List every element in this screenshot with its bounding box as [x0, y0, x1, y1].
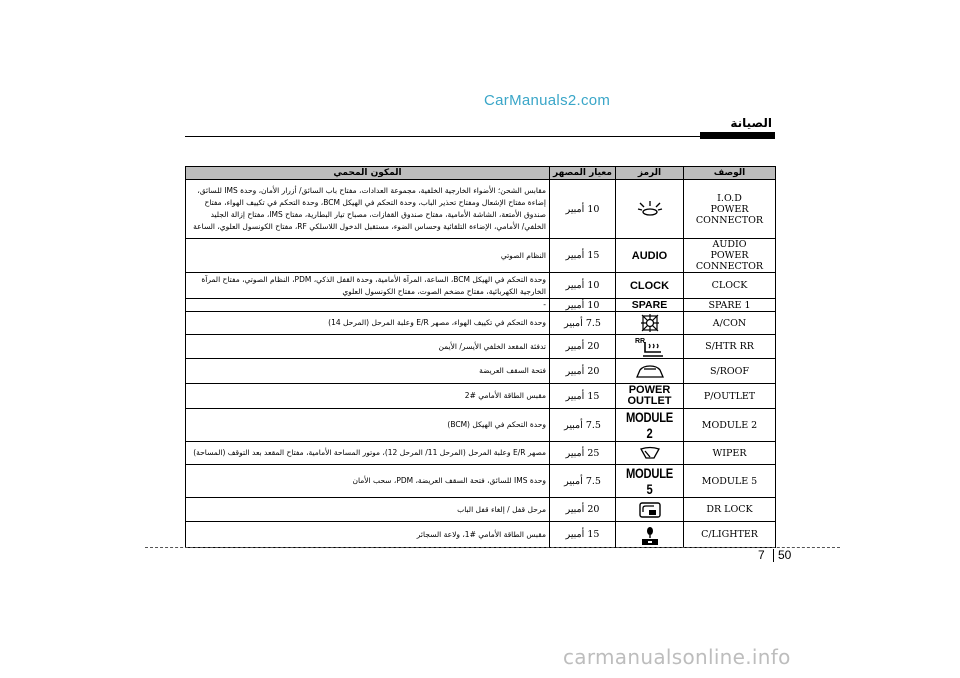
protected-components: وحدة التحكم في الهيكل (BCM) — [186, 409, 550, 442]
table-header-row — [186, 167, 776, 180]
footer-watermark: carmanualsonline.info — [563, 645, 791, 669]
protected-components: مقبس الطاقة الأمامي #1، ولاعة السجائر — [186, 522, 550, 548]
table-row — [186, 498, 776, 522]
module-5-label-icon: MODULE 5 — [616, 465, 684, 498]
fuse-rating: 10 أمبير — [550, 299, 616, 312]
iod-lamp-icon — [616, 180, 684, 239]
protected-components: مرحل قفل / إلغاء قفل الباب — [186, 498, 550, 522]
fuse-rating: 20 أمبير — [550, 359, 616, 384]
table-row — [186, 239, 776, 273]
door-lock-icon — [616, 498, 684, 522]
table-row — [186, 180, 776, 239]
fuse-name: MODULE 2 — [684, 409, 776, 442]
fuse-name: MODULE 5 — [684, 465, 776, 498]
watermark: CarManuals2.com — [484, 92, 611, 109]
fuse-name: C/LIGHTER — [684, 522, 776, 548]
header-description: الوصف — [684, 167, 776, 180]
header-rating: معيار المصهر — [550, 167, 616, 180]
fuse-name: DR LOCK — [684, 498, 776, 522]
power-outlet-label-icon: POWER OUTLET — [616, 384, 684, 409]
fuse-table — [185, 166, 776, 548]
table-row — [186, 299, 776, 312]
header-symbol: الرمز — [616, 167, 684, 180]
protected-components: مقبس الطاقة الأمامي #2 — [186, 384, 550, 409]
fuse-rating: 20 أمبير — [550, 335, 616, 359]
fuse-rating: 7.5 أمبير — [550, 312, 616, 335]
audio-label-icon: AUDIO — [616, 239, 684, 273]
protected-components: تدفئة المقعد الخلفي الأيسر/ الأيمن — [186, 335, 550, 359]
table-row — [186, 409, 776, 442]
fuse-name: A/CON — [684, 312, 776, 335]
table-row — [186, 312, 776, 335]
table-row — [186, 522, 776, 548]
fuse-name: S/ROOF — [684, 359, 776, 384]
fuse-name: I.O.D POWER CONNECTOR — [684, 180, 776, 239]
fuse-rating: 7.5 أمبير — [550, 465, 616, 498]
protected-components: وحدة IMS للسائق، فتحة السقف العريضة، PDM، سحب الأمان — [186, 465, 550, 498]
fuse-rating: 20 أمبير — [550, 498, 616, 522]
protected-components: فتحة السقف العريضة — [186, 359, 550, 384]
table-row — [186, 335, 776, 359]
table-row — [186, 442, 776, 465]
protected-components: - — [186, 299, 550, 312]
table-row — [186, 384, 776, 409]
title-rule — [185, 136, 775, 137]
protected-components: وحدة التحكم في تكييف الهواء، مصهر E/R وعلبة المرحل (المرحل 14) — [186, 312, 550, 335]
section-title: الصيانة — [730, 116, 772, 130]
fuse-rating: 10 أمبير — [550, 273, 616, 299]
fuse-name: WIPER — [684, 442, 776, 465]
fuse-name: S/HTR RR — [684, 335, 776, 359]
fuse-rating: 15 أمبير — [550, 384, 616, 409]
fuse-name: AUDIO POWER CONNECTOR — [684, 239, 776, 273]
fuse-rating: 25 أمبير — [550, 442, 616, 465]
sunroof-icon — [616, 359, 684, 384]
fuse-rating: 10 أمبير — [550, 180, 616, 239]
svg-text:RR: RR — [634, 337, 645, 345]
spare-label-icon: SPARE — [616, 299, 684, 312]
fuse-name: SPARE 1 — [684, 299, 776, 312]
fuse-name: CLOCK — [684, 273, 776, 299]
header-protected: المكون المحمي — [186, 167, 550, 180]
protected-components: مصهر E/R وعلبة المرحل (المرحل 11/ المرحل 12)، موتور المساحة الأمامية، مفتاح المقعد بعد التوقف (المساحة) — [186, 442, 550, 465]
module-2-label-icon: MODULE 2 — [616, 409, 684, 442]
table-row — [186, 273, 776, 299]
footer-divider — [145, 547, 840, 548]
cigar-lighter-icon — [616, 522, 684, 548]
rear-seat-heater-icon — [616, 335, 684, 359]
fuse-rating: 7.5 أمبير — [550, 409, 616, 442]
fuse-name: P/OUTLET — [684, 384, 776, 409]
table-row — [186, 359, 776, 384]
protected-components: النظام الصوتي — [186, 239, 550, 273]
title-rule-accent — [700, 132, 775, 139]
table-row — [186, 465, 776, 498]
ac-fan-icon — [616, 312, 684, 335]
clock-label-icon: CLOCK — [616, 273, 684, 299]
protected-components: وحدة التحكم في الهيكل BCM، الساعة، المرآة الأمامية، وحدة القفل الذكي، PDM، النظام الصوتي، مفتاح المرآة الخارجية الكهربائية، مفتاح مضخم الصوت، مفتاح الكونسول العلوي — [186, 273, 550, 299]
fuse-rating: 15 أمبير — [550, 239, 616, 273]
protected-components: مقابس الشحن؛ الأضواء الخارجية الخلفية، مجموعة العدادات، مفتاح باب السائق/ أزرار الأمان، وحدة IMS للسائق، إضاءة مفتاح الإشعال ومفتاح تحذير الباب، وحدة التحكم في الهيكل BCM، وحدة التحكم في تكييف الهواء، مفتاح صندوق الأمتعة، الشاشة الأمامية، مفتاح صندوق القفازات، مصباح تيار البطارية، مفتاح IMS، مفتاح إزالة الجليد الخلفي/ الأمامي، الإضاءة التلقائية وحساس الضوء، مستقبل الدخول اللاسلكي RF، مفتاح الكونسول العلوي، الساعة — [186, 180, 550, 239]
wiper-icon — [616, 442, 684, 465]
chapter-number: 7 — [758, 548, 765, 562]
page-number-separator — [773, 549, 774, 562]
fuse-rating: 15 أمبير — [550, 522, 616, 548]
page-number: 50 — [778, 548, 792, 562]
